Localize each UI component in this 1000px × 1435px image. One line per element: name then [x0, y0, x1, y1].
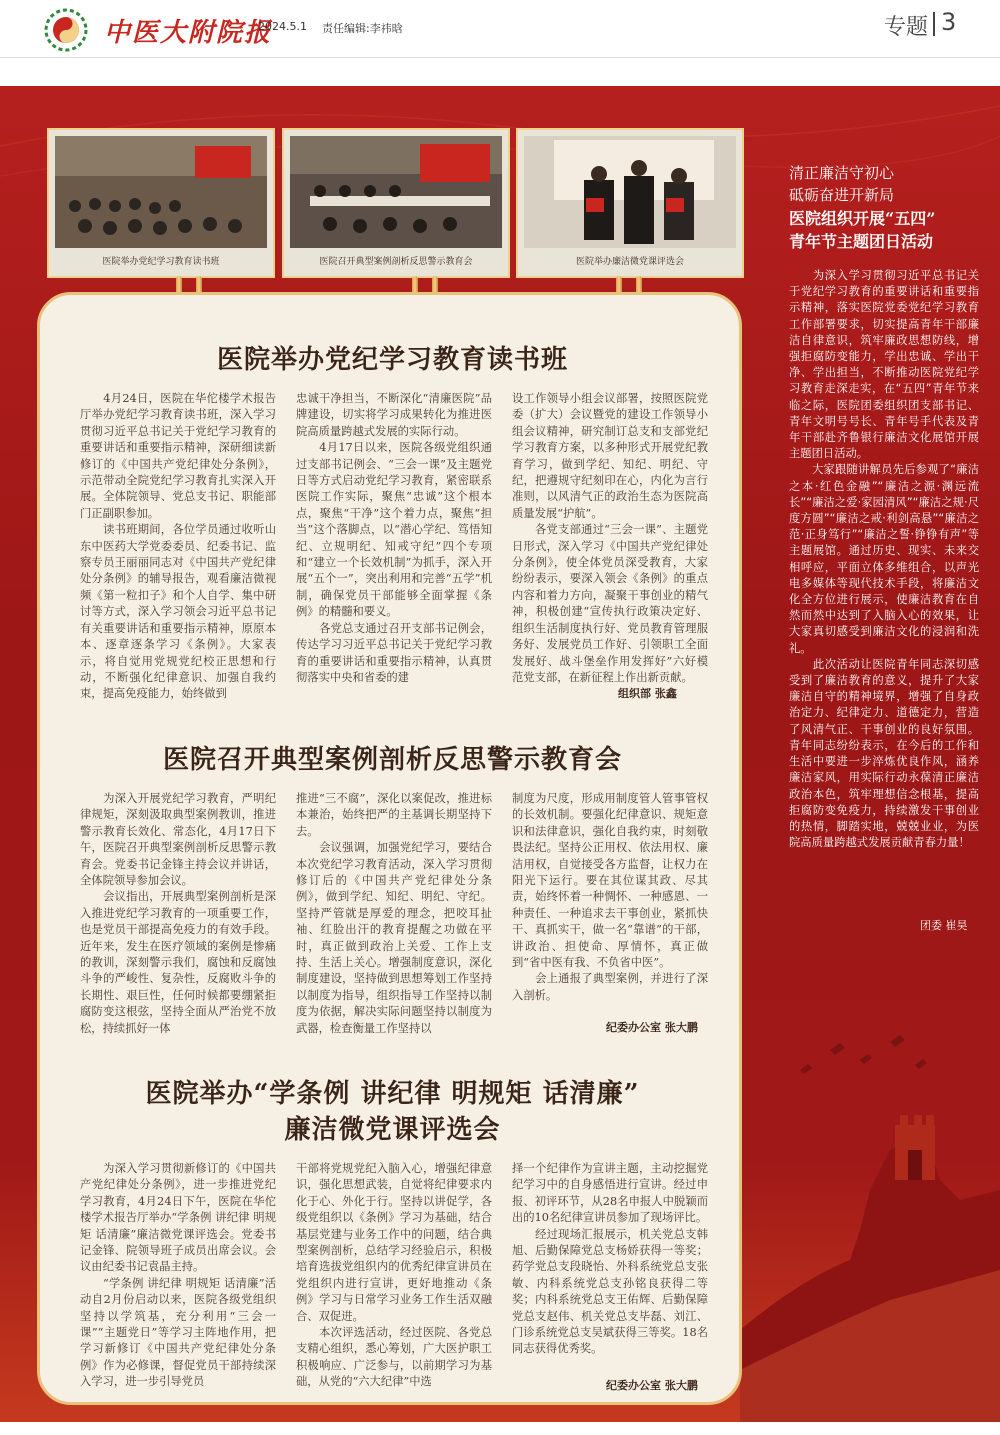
side-article-body: 为深入学习贯彻习近平总书记关于党纪学习教育的重要讲话和重要指示精神，落实医院党委党纪学习教育工作部署要求，切实提高青年干部廉洁自律意识，筑牢廉政思想防线，增强拒腐防变能力，学出忠诚、学出干净、学出担当，不断推动医院党纪学习教育走深走实，在“五四”青年节来临之际，医院团委组织团支部书记、青年文明号号长、青年号手代表及青年干部赴齐鲁银行廉洁文化展馆开展主题团日活动。 大家跟随讲解员先后参观了“廉洁之本·红色金融”“廉洁之源·渊远流长”“廉洁之爱·家园清风”“廉洁之规·尺度方圆”“廉洁之戒·利剑高悬”“廉洁之范·正身笃行”“廉洁之誓·铮铮有声”等主题展馆。通过历史、现实、未来交相呼应，平面立体多维组合，以声光电多媒体等现代技术手段，将廉洁文化全方位进行展示，使廉洁教育在自然而然中达到了入脑入心的效果，让大家真切感受到廉洁文化的浸润和洗礼。 此次活动让医院青年同志深切感受到了廉洁教育的意义，提升了大家廉洁自守的精神境界，增强了自身政治定力、纪律定力、道德定力，营造了风清气正、干事创业的良好氛围。青年同志纷纷表示，在今后的工作和生活中要进一步淬炼优良作风，涵养廉洁家风，用实际行动永葆清正廉洁政治本色，筑牢理想信念根基，提高拒腐防变免疫力，持续激发干事创业的热情，脚踏实地，兢兢业业，为医院高质量跨越式发展贡献青春力量！: [789, 269, 979, 850]
article-byline: 纪委办公室 张大鹏: [606, 1021, 698, 1034]
issue-date: 2024.5.1: [258, 20, 307, 33]
article-column: 设工作领导小组会议部署，按照医院党委（扩大）会议暨党的建设工作领导小组会议精神，研究制订总支和支部党纪学习教育方案，以多种形式开展党纪教育学习，做到学纪、知纪、明纪、守纪，把遵规守纪刻印在心，内化为言行准则，以风清气正的政治生态为医院高质量发展“护航”。 各党支部通过“三会一课”、主题党日形式，深入学习《中国共产党纪律处分条例》，使全体党员深受教育，大家纷纷表示，要深入领会《条例》的重点内容和着力方向，凝聚干事创业的精气神，积极创建“宣传执行政策决定好、组织生活制度执行好、党员教育管理服务好、发展党员工作好、引领职工全面发展好、战斗堡垒作用发挥好”六好模范党支部，在新征程上作出新贡献。: [512, 392, 708, 684]
side-title-line: 医院组织开展“五四”: [789, 209, 936, 228]
photo-caption: 医院举办廉洁微党课评选会: [575, 257, 684, 267]
photo-micro-lesson: [524, 136, 736, 248]
article-title: 医院举办党纪学习教育读书班: [216, 345, 568, 375]
photo-reading-class: [55, 136, 267, 248]
article-body: [80, 1161, 708, 1391]
article-body: [80, 391, 708, 703]
article-body: [80, 791, 708, 1037]
photo-card-warning-meeting: [282, 128, 510, 278]
article-subtitle: 廉洁微党课评选会: [284, 1115, 501, 1145]
photo-card-micro-lesson: [516, 128, 744, 278]
article-column: 为深入开展党纪学习教育，严明纪律规矩，深刻汲取典型案例教训，推进警示教育长效化、常态化，4月17日下午，医院召开典型案例剖析反思警示教育会。党委书记金锋主持会议并讲话，全体院领导参加会议。 会议指出，开展典型案例剖析是深入推进党纪学习教育的一项重要工作，也是党员干部提高免疫力的有效手段。近年来，发生在医疗领域的案例是惨痛的教训，深刻警示我们，腐蚀和反腐蚀斗争的严峻性、复杂性，反腐败斗争的长期性、艰巨性，任何时候都要绷紧拒腐防变这根弦，坚持全面从严治党不放松，持续抓好一体: [80, 792, 276, 1035]
side-kicker-line: 清正廉洁守初心: [789, 164, 895, 182]
great-wall-illustration: [740, 1030, 1000, 1422]
masthead: 中医大附院报: [104, 18, 273, 48]
bottom-margin: [0, 1422, 1000, 1435]
page-header: [0, 0, 1000, 58]
hospital-logo-icon: [44, 8, 88, 52]
side-title: [789, 207, 989, 253]
page-number: 3: [941, 8, 957, 36]
photo-caption: 医院举办党纪学习教育读书班: [102, 257, 220, 267]
photo-warning-meeting: [290, 136, 502, 248]
article-column: 制度为尺度，形成用制度管人管事管权的长效机制。要强化纪律意识、规矩意识和法律意识，强化自我约束，时刻敬畏法纪。坚持公正用权、依法用权、廉洁用权，自觉接受各方监督，让权力在阳光下运行。要在其位谋其政、尽其责，始终怀着一种惆怀、一种感恩、一种责任、一种追求去干事创业，紧抓快干、真抓实干，做一名“靠谱”的干部，讲政治、担使命、厚情怀，真正做到“省中医有我、不负省中医”。 会上通报了典型案例，并进行了深入剖析。: [512, 792, 708, 1002]
side-title-line: 青年节主题团日活动: [789, 232, 934, 251]
article-column: 4月24日，医院在华佗楼学术报告厅举办党纪学习教育读书班，深入学习贯彻习近平总书记关于党纪学习教育的重要讲话和重要指示精神，深研细读新修订的《中国共产党纪律处分条例》，示范带动全院党纪学习教育扎实深入开展。全体院领导、党总支书记、职能部门正副职参加。 读书班期间，各位学员通过收听山东中医药大学党委委员、纪委书记、监察专员王丽丽同志对《中国共产党纪律处分条例》的辅导报告，观看廉洁微视频《第一粒扣子》和个人自学、集中研讨等方式，深入学习领会习近平总书记有关重要讲话和重要指示精神，原原本本、逐章逐条学习《条例》。大家表示，将自觉用党规党纪校正思想和行动，不断强化纪律意识、加强自我约束，提高免疫能力，始终做到: [80, 392, 276, 701]
article-title: 医院召开典型案例剖析反思警示教育会: [162, 745, 622, 775]
article-column: 干部将党规党纪入脑入心，增强纪律意识，强化思想武装，自觉将纪律要求内化于心、外化于行。坚持以讲促学，各级党组织以《条例》学习为基础，结合基层党建与业务工作中的问题，结合典型案例剖析，总结学习经验启示，积极培育选拔党组织内的优秀纪律宣讲员在党组织内进行宣讲，更好地推动《条例》学习与日常学习业务工作生活双融合、双促进。 本次评选活动，经过医院、各党总支精心组织，悉心筹划，广大医护职工积极响应、广泛参与，以前期学习为基础，从党的“六大纪律”中选: [296, 1162, 492, 1389]
side-byline: 团委 崔昊: [920, 919, 968, 932]
article-column: 择一个纪律作为宣讲主题，主动挖掘党纪学习中的自身感悟进行宣讲。经过申报、初评环节，从28名申报人中脱颖而出的10名纪律宣讲员参加了现场评比。 经过现场汇报展示，机关党总支韩旭、后勤保障党总支杨娇获得一等奖；药学党总支段晓怡、外科系统党总支张敏、内科系统党总支孙铭良获得二等奖；内科系统党总支王佑辉、后勤保障党总支赵伟、机关党总支毕磊、刘江、门诊系统党总支吴斌获得三等奖。18名同志获得优秀奖。: [512, 1162, 708, 1356]
photo-card-reading-class: [47, 128, 275, 278]
side-kicker-line: 砥砺奋进开新局: [789, 186, 895, 204]
article-column: 忠诚干净担当，不断深化“清廉医院”品牌建设，切实将学习成果转化为推进医院高质量跨越式发展的实际行动。 4月17日以来，医院各级党组织通过支部书记例会、“三会一课”及主题党日等方式启动党纪学习教育，紧密联系医院工作实际，聚焦“忠诚”这个根本点，聚焦“干净”这个着力点，聚焦“担当”这个落脚点，以“潜心学纪、笃悟知纪、立规明纪、知戒守纪”四个专项和“建立一个长效机制”为抓手，深入开展“五个一”，突出利用和完善“五学”机制，确保党员干部能够全面掌握《条例》的精髓和要义。 各党总支通过召开支部书记例会，传达学习习近平总书记关于党纪学习教育的重要讲话和重要指示精神，认真贯彻落实中央和省委的建: [296, 392, 492, 684]
section-name: 专题: [884, 15, 929, 40]
article-title: 医院举办“学条例 讲纪律 明规矩 话清廉”: [145, 1079, 640, 1109]
article-byline: 纪委办公室 张大鹏: [606, 1379, 698, 1392]
article-column: 为深入学习贯彻新修订的《中国共产党纪律处分条例》，进一步推进党纪学习教育，4月24日下午，医院在华佗楼学术报告厅举办“学条例 讲纪律 明规矩 话清廉”廉洁微党课评选会。党委书记金锋、院领导班子成员出席会议。会议由纪委书记袁晶主持。 “学条例 讲纪律 明规矩 话清廉”活动自2月份启动以来，医院各级党组织坚持以学筑基，充分利用“三会一课”“主题党日”等学习主阵地作用，把学习新修订《中国共产党纪律处分条例》作为必修课，督促党员干部持续深入学习，进一步引导党员: [80, 1162, 276, 1389]
photo-caption: 医院召开典型案例剖析反思警示教育会: [319, 257, 473, 267]
header-divider: [933, 12, 935, 36]
article-byline: 组织部 张鑫: [618, 687, 677, 700]
editor-credit: 责任编辑:李祎晗: [322, 22, 403, 35]
side-kicker: [789, 162, 894, 206]
main-article-panel: [37, 292, 742, 1405]
article-column: 推进“三不腐”，深化以案促改，推进标本兼治，始终把严的主基调长期坚持下去。 会议强调，加强党纪学习，要结合本次党纪学习教育活动，深入学习贯彻修订后的《中国共产党纪律处分条例》，做到学纪、知纪、明纪、守纪。坚持严管就是厚爱的理念，把咬耳扯袖、红脸出汗的教育提醒之功做在平时，真正做到政治上关爱、工作上支持、生活上关心。增强制度意识，深化制度建设，坚持做到思想筹划工作坚持以制度为指导，组织指导工作坚持以制度为依据，解决实际问题坚持以制度为武器，检查衡量工作坚持以: [296, 792, 492, 1035]
